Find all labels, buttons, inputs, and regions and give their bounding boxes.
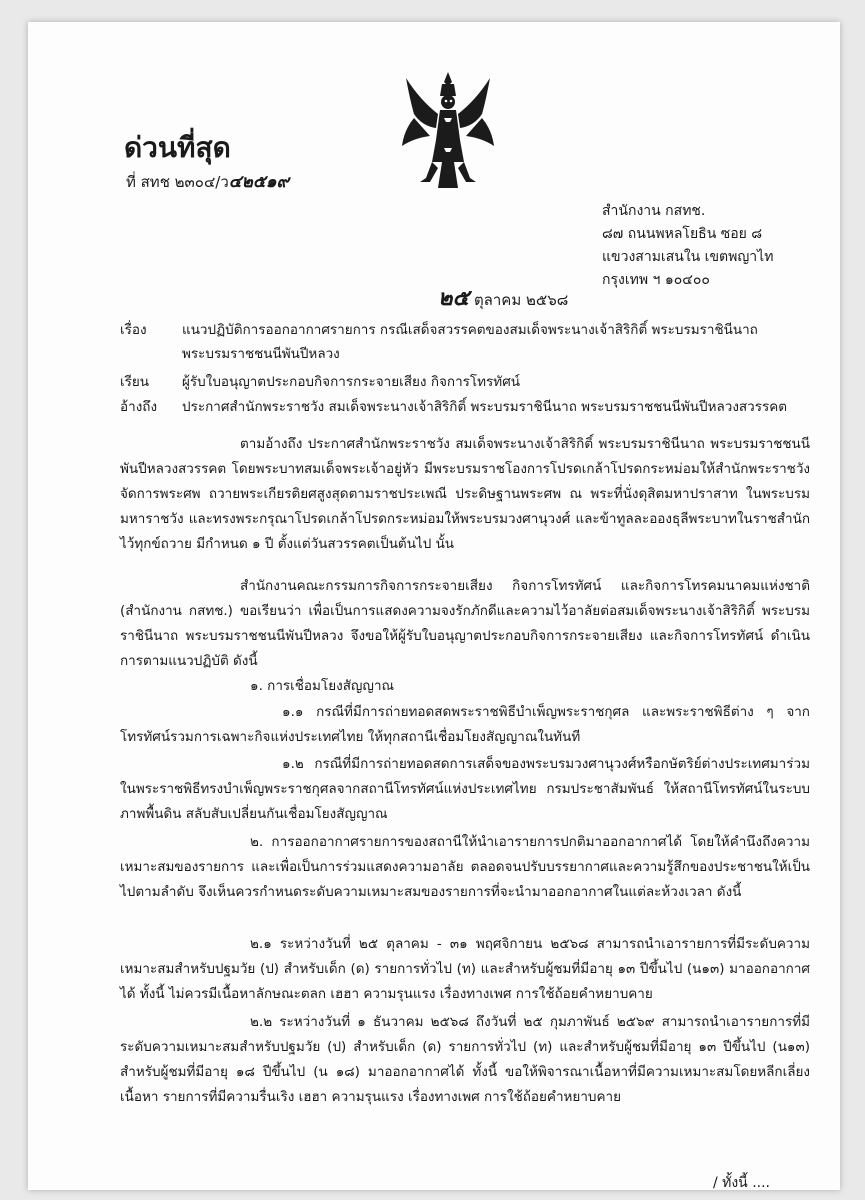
sender-line-2: ๘๗ ถนนพหลโยธิน ซอย ๘ [602,226,763,242]
section-2-1: ๒.๑ ระหว่างวันที่ ๒๕ ตุลาคม - ๓๑ พฤศจิกายน ๒๕๖๘ สามารถนำเอารายการที่มีระดับความเหมาะสมสำหรับปฐมวัย (ป) สำหรับเด็ก (ด) รายการทั่วไป (ท) และสำหรับผู้ชมที่มีอายุ ๑๓ ปีขึ้นไป (น๑๓) มาออกอากาศได้ ทั้งนี้ ไม่ควรมีเนื้อหาลักษณะตลก เฮฮา ความรุนแรง เรื่องทางเพศ การใช้ถ้อยคำหยาบคาย [120,936,810,1002]
to-row [120,370,800,394]
date-day-handwritten: ๒๕ [438,286,470,311]
paragraph-2: สำนักงานคณะกรรมการกิจการกระจายเสียง กิจการโทรทัศน์ และกิจการโทรคมนาคมแห่งชาติ (สำนักงาน กสทช.) ขอเรียนว่า เพื่อเป็นการแสดงความจงรักภักดีและความไว้อาลัยต่อสมเด็จพระนางเจ้าสิริกิติ์ พระบรมราชินีนาถ พระบรมราชชนนีพันปีหลวง จึงขอให้ผู้รับใบอนุญาตประกอบกิจการกระจายเสียง และกิจการโทรทัศน์ ดำเนินการตามแนวปฏิบัติ ดังนี้ [120,578,810,669]
paragraph-1: ตามอ้างถึง ประกาศสำนักพระราชวัง สมเด็จพระนางเจ้าสิริกิติ์ พระบรมราชินีนาถ พระบรมราชชนนีพันปีหลวงสวรรคต โดยพระบาทสมเด็จพระเจ้าอยู่หัว มีพระบรมราชโองการโปรดเกล้าโปรดกระหม่อมให้สำนักพระราชวัง จัดการพระศพ ถวายพระเกียรติยศสูงสุดตามราชประเพณี ประดิษฐานพระศพ ณ พระที่นั่งดุสิตมหาปราสาท ในพระบรมมหาราชวัง และทรงพระกรุณาโปรดเกล้าโปรดกระหม่อมให้พระบรมวงศานุวงศ์ และข้าทูลละอองธุลีพระบาทในราชสำนักไว้ทุกข์ถวาย มีกำหนด ๑ ปี ตั้งแต่วันสวรรคตเป็นต้นไป นั้น [120,436,810,552]
ref-label: อ้างถึง [120,399,158,415]
sender-line-1: สำนักงาน กสทช. [602,203,706,219]
ref-text: ประกาศสำนักพระราชวัง สมเด็จพระนางเจ้าสิริกิติ์ พระบรมราชินีนาถ พระบรมราชชนนีพันปีหลวงสวรรคต [182,399,788,415]
urgency-heading: ด่วนที่สุด [124,131,231,164]
continuation-marker: / ทั้งนี้ .... [712,1175,770,1191]
subject-row [120,318,800,366]
subject-text: แนวปฏิบัติการออกอากาศรายการ กรณีเสด็จสวรรคตของสมเด็จพระนางเจ้าสิริกิติ์ พระบรมราชินีนาถ พระบรมราชชนนีพันปีหลวง [182,322,758,362]
sender-address [602,200,773,292]
document-number [126,168,289,195]
date-month-year: ตุลาคม ๒๕๖๘ [473,291,569,309]
garuda-emblem [400,70,496,192]
to-label: เรียน [120,374,150,390]
document-date [438,280,568,315]
document-number-handwritten: ๔๒๕๑๙ [228,172,289,192]
document-number-prefix: ที่ สทช ๒๓๐๔/ว [126,173,229,191]
sender-line-4: กรุงเทพ ฯ ๑๐๔๐๐ [602,272,710,288]
section-1-2: ๑.๒ กรณีที่มีการถ่ายทอดสดการเสด็จของพระบรมวงศานุวงศ์หรือกษัตริย์ต่างประเทศมาร่วมในพระราชพิธีทรงบำเพ็ญพระราชกุศลจากสถานีโทรทัศน์แห่งประเทศไทย กรมประชาสัมพันธ์ ให้สถานีโทรทัศน์ในระบบภาพพื้นดิน สลับสับเปลี่ยนกันเชื่อมโยงสัญญาณ [120,756,810,822]
section-1-1: ๑.๑ กรณีที่มีการถ่ายทอดสดพระราชพิธีบำเพ็ญพระราชกุศล และพระราชพิธีต่าง ๆ จากโทรทัศน์รวมการเฉพาะกิจแห่งประเทศไทย ให้ทุกสถานีเชื่อมโยงสัญญาณในทันที [120,704,810,745]
section-2-2: ๒.๒ ระหว่างวันที่ ๑ ธันวาคม ๒๕๖๘ ถึงวันที่ ๒๕ กุมภาพันธ์ ๒๕๖๙ สามารถนำเอารายการที่มีระดับความเหมาะสมสำหรับปฐมวัย (ป) สำหรับเด็ก (ด) รายการทั่วไป (ท) และสำหรับผู้ชมที่มีอายุ ๑๓ ปีขึ้นไป (น๑๓) สำหรับผู้ชมที่มีอายุ ๑๘ ปีขึ้นไป (น ๑๘) มาออกอากาศได้ ทั้งนี้ ขอให้พิจารณาเนื้อหาที่มีความเหมาะสมโดยหลีกเลี่ยงเนื้อหา รายการที่มีความรื่นเริง เฮฮา ความรุนแรง เรื่องทางเพศ การใช้ถ้อยคำหยาบคาย [120,1014,810,1105]
document-page [28,22,840,1190]
section-1-heading: ๑. การเชื่อมโยงสัญญาณ [250,678,395,694]
subject-label: เรื่อง [120,322,147,338]
sender-line-3: แขวงสามเสนใน เขตพญาไท [602,249,774,265]
to-text: ผู้รับใบอนุญาตประกอบกิจการกระจายเสียง กิจการโทรทัศน์ [182,374,521,390]
section-2: ๒. การออกอากาศรายการของสถานีให้นำเอารายการปกติมาออกอากาศได้ โดยให้คำนึงถึงความเหมาะสมของรายการ และเพื่อเป็นการร่วมแสดงความอาลัย ตลอดจนปรับบรรยากาศและความรู้สึกของประชาชนให้เป็นไปตามลำดับ จึงเห็นควรกำหนดระดับความเหมาะสมของรายการที่จะนำมาออกอากาศในแต่ละห้วงเวลา ดังนี้ [120,834,810,900]
ref-row [120,395,800,419]
